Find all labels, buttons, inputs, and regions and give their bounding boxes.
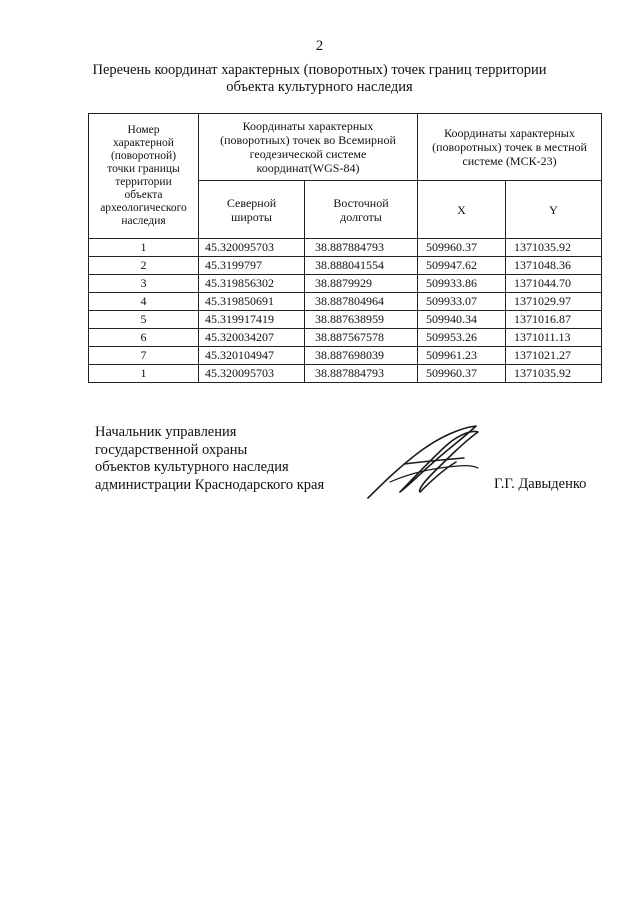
header-point-number — [89, 114, 199, 239]
header-line: системе (МСК-23) — [462, 154, 557, 168]
header-x: X — [418, 181, 506, 239]
header-line: широты — [231, 209, 272, 224]
cell-x: 509960.37 — [418, 365, 506, 383]
cell-y: 1371044.70 — [506, 275, 602, 293]
cell-x: 509940.34 — [418, 311, 506, 329]
cell-longitude: 38.8879929 — [305, 275, 418, 293]
header-line: характерной — [113, 137, 174, 149]
cell-latitude: 45.320095703 — [199, 239, 305, 257]
cell-x: 509953.26 — [418, 329, 506, 347]
header-line: наследия — [121, 215, 166, 227]
header-wgs84 — [199, 114, 418, 181]
cell-latitude: 45.319856302 — [199, 275, 305, 293]
header-line: (поворотных) точек в местной — [432, 140, 587, 154]
header-line: (поворотной) — [110, 150, 177, 162]
signer-position-line: Начальник управления — [95, 424, 237, 440]
signer-position-line: объектов культурного наследия — [95, 459, 289, 475]
cell-latitude: 45.320095703 — [199, 365, 305, 383]
cell-point-number: 7 — [89, 347, 199, 365]
cell-longitude: 38.887884793 — [305, 365, 418, 383]
cell-latitude: 45.319850691 — [199, 293, 305, 311]
cell-point-number: 4 — [89, 293, 199, 311]
cell-point-number: 2 — [89, 257, 199, 275]
coordinates-table — [88, 113, 602, 383]
cell-latitude: 45.319917419 — [199, 311, 305, 329]
header-line: Номер — [127, 124, 160, 136]
signer-name: Г.Г. Давыденко — [494, 476, 587, 492]
cell-y: 1371035.92 — [506, 365, 602, 383]
table-row — [89, 365, 602, 383]
header-line: объекта — [124, 189, 163, 201]
cell-point-number: 5 — [89, 311, 199, 329]
header-line: Координаты характерных — [242, 119, 374, 133]
table-row — [89, 311, 602, 329]
handwritten-signature — [360, 420, 485, 505]
cell-latitude: 45.3199797 — [199, 257, 305, 275]
cell-longitude: 38.887567578 — [305, 329, 418, 347]
cell-point-number: 1 — [89, 239, 199, 257]
table-row — [89, 329, 602, 347]
header-row-top — [89, 114, 602, 181]
header-line: археологического — [100, 202, 187, 214]
title-line-1: Перечень координат характерных (поворотных) точек границ территории — [92, 62, 547, 78]
header-line: Координаты характерных — [444, 126, 575, 140]
document-title — [60, 62, 579, 96]
cell-x: 509947.62 — [418, 257, 506, 275]
table-row — [89, 293, 602, 311]
cell-longitude: 38.887698039 — [305, 347, 418, 365]
cell-x: 509933.86 — [418, 275, 506, 293]
cell-y: 1371035.92 — [506, 239, 602, 257]
table-row — [89, 239, 602, 257]
signer-position — [95, 424, 324, 494]
cell-point-number: 1 — [89, 365, 199, 383]
cell-point-number: 3 — [89, 275, 199, 293]
cell-y: 1371048.36 — [506, 257, 602, 275]
header-line: долготы — [340, 209, 382, 224]
header-north-latitude — [199, 181, 305, 239]
header-line: Восточной — [333, 195, 389, 210]
cell-y: 1371016.87 — [506, 311, 602, 329]
header-line: территории — [115, 176, 172, 188]
table-row — [89, 275, 602, 293]
cell-y: 1371029.97 — [506, 293, 602, 311]
cell-longitude: 38.887638959 — [305, 311, 418, 329]
table-row — [89, 347, 602, 365]
header-east-longitude — [305, 181, 418, 239]
signer-position-line: государственной охраны — [95, 441, 248, 458]
cell-latitude: 45.320034207 — [199, 329, 305, 347]
cell-point-number: 6 — [89, 329, 199, 347]
header-line: (поворотных) точек во Всемирной — [220, 133, 396, 147]
signer-position-line: администрации Краснодарского края — [95, 476, 325, 493]
cell-x: 509933.07 — [418, 293, 506, 311]
cell-x: 509961.23 — [418, 347, 506, 365]
header-line: геодезической системе — [249, 147, 367, 161]
header-line: Северной — [226, 195, 277, 210]
table-row — [89, 257, 602, 275]
header-y: Y — [506, 181, 602, 239]
header-line: точки границы — [107, 163, 180, 175]
header-line: координат(WGS-84) — [256, 161, 360, 175]
cell-y: 1371011.13 — [506, 329, 602, 347]
title-line-2: объекта культурного наследия — [226, 79, 413, 95]
cell-longitude: 38.887884793 — [305, 239, 418, 257]
cell-x: 509960.37 — [418, 239, 506, 257]
cell-longitude: 38.887804964 — [305, 293, 418, 311]
cell-y: 1371021.27 — [506, 347, 602, 365]
header-msk23 — [418, 114, 602, 181]
cell-latitude: 45.320104947 — [199, 347, 305, 365]
cell-longitude: 38.888041554 — [305, 257, 418, 275]
page-number: 2 — [315, 38, 324, 54]
